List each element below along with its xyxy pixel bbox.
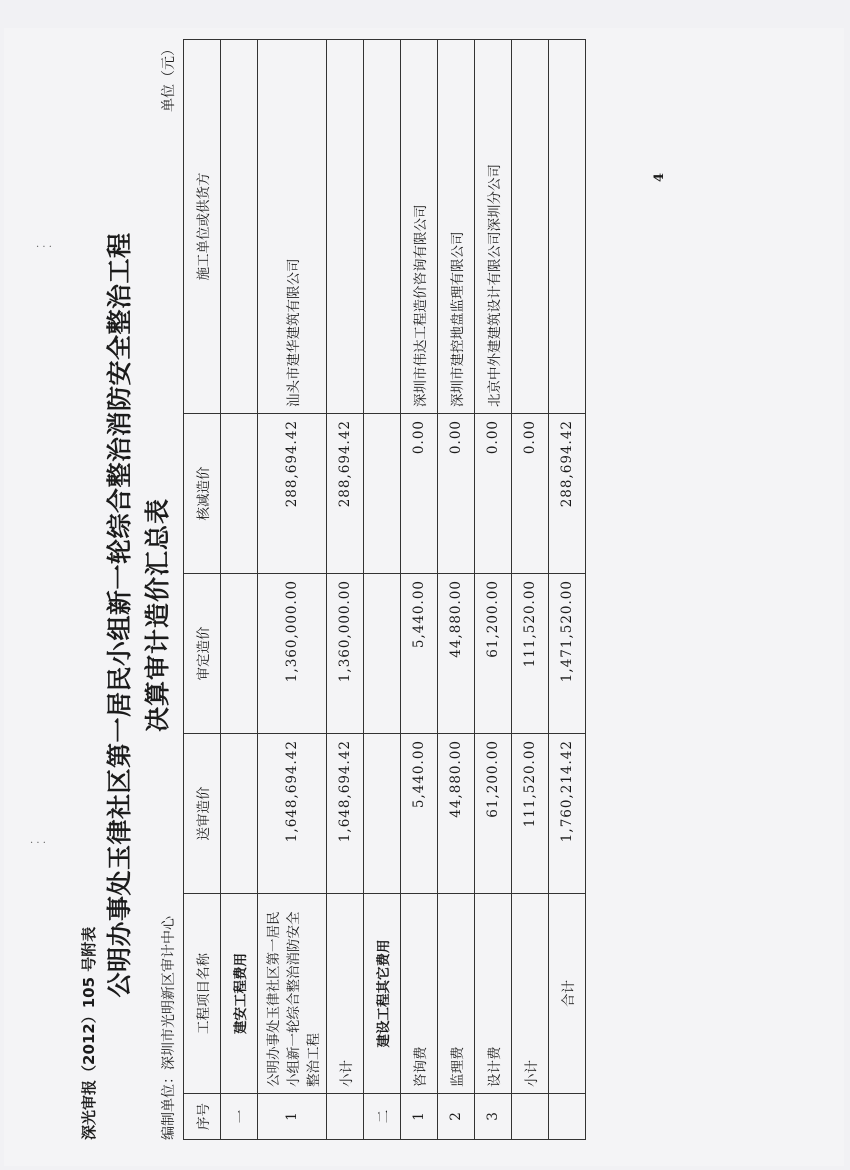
row-name: 监理费: [438, 894, 475, 1094]
table-row-subtotal: [327, 40, 364, 1140]
row-approved: 5,440.00: [401, 574, 438, 734]
row-submitted: 1,648,694.42: [258, 734, 327, 894]
row-contractor: [512, 40, 549, 414]
cost-summary-table: [183, 39, 586, 1140]
row-no: 1: [258, 1094, 327, 1140]
row-no: [512, 1094, 549, 1140]
row-no: 2: [438, 1094, 475, 1140]
col-header-reduced: 核减造价: [184, 414, 221, 574]
row-name: 公明办事处玉律社区第一居民小组新一轮综合整治消防安全整治工程: [258, 894, 327, 1094]
scan-speck: · · ·: [36, 242, 52, 253]
compiling-unit: 编制单位：深圳市光明新区审计中心: [161, 916, 177, 1140]
row-reduced: 0.00: [512, 414, 549, 574]
row-approved: [221, 574, 258, 734]
table-row-design: [475, 40, 512, 1140]
row-contractor: [221, 40, 258, 414]
row-submitted: 44,880.00: [438, 734, 475, 894]
row-no: [549, 1094, 586, 1140]
row-no: 3: [475, 1094, 512, 1140]
row-name: 建安工程费用: [221, 894, 258, 1094]
row-approved: [364, 574, 401, 734]
col-header-contractor: 施工单位或供货方: [184, 40, 221, 414]
rotated-document: [78, 40, 678, 1140]
row-approved: 1,360,000.00: [258, 574, 327, 734]
table-row-subtotal: [512, 40, 549, 1140]
row-reduced: 288,694.42: [327, 414, 364, 574]
document-title: 公明办事处玉律社区第一居民小组新一轮综合整治消防安全整治工程: [105, 232, 134, 998]
row-submitted: 5,440.00: [401, 734, 438, 894]
row-approved: 1,360,000.00: [327, 574, 364, 734]
row-no: 1: [401, 1094, 438, 1140]
row-approved: 1,471,520.00: [549, 574, 586, 734]
scan-speck: · · ·: [30, 838, 46, 849]
row-contractor: 汕头市建华建筑有限公司: [258, 40, 327, 414]
table-row-supervision: [438, 40, 475, 1140]
table-row-section2: [364, 40, 401, 1140]
row-contractor: 北京中外建建筑设计有限公司深圳分公司: [475, 40, 512, 414]
document-subtitle: 决算审计造价汇总表: [143, 498, 172, 733]
col-header-approved: 审定造价: [184, 574, 221, 734]
page-number: 4: [652, 172, 668, 183]
row-name: 合计: [549, 894, 586, 1094]
row-name: 小计: [327, 894, 364, 1094]
row-reduced: 0.00: [475, 414, 512, 574]
row-contractor: 深圳市建控地盘监理有限公司: [438, 40, 475, 414]
row-name: 小计: [512, 894, 549, 1094]
row-approved: 44,880.00: [438, 574, 475, 734]
row-name: 咨询费: [401, 894, 438, 1094]
row-reduced: [221, 414, 258, 574]
row-submitted: 111,520.00: [512, 734, 549, 894]
table-row-total: [549, 40, 586, 1140]
row-approved: 111,520.00: [512, 574, 549, 734]
row-contractor: [549, 40, 586, 414]
row-reduced: 0.00: [438, 414, 475, 574]
currency-unit: 单位（元）: [161, 42, 177, 112]
table-header-row: [184, 40, 221, 1140]
row-contractor: 深圳市伟达工程造价咨询有限公司: [401, 40, 438, 414]
row-submitted: [221, 734, 258, 894]
row-reduced: 288,694.42: [258, 414, 327, 574]
row-approved: 61,200.00: [475, 574, 512, 734]
row-contractor: [364, 40, 401, 414]
row-no: 二: [364, 1094, 401, 1140]
col-header-name: 工程项目名称: [184, 894, 221, 1094]
table-row-section1: [221, 40, 258, 1140]
row-submitted: 1,648,694.42: [327, 734, 364, 894]
row-submitted: 1,760,214.42: [549, 734, 586, 894]
col-header-submitted: 送审造价: [184, 734, 221, 894]
row-contractor: [327, 40, 364, 414]
row-no: 一: [221, 1094, 258, 1140]
row-reduced: 288,694.42: [549, 414, 586, 574]
table-row-project: [258, 40, 327, 1140]
row-submitted: [364, 734, 401, 894]
table-row-consulting: [401, 40, 438, 1140]
document-ref-number: 深光审报（2012）105 号附表: [80, 926, 98, 1140]
row-no: [327, 1094, 364, 1140]
col-header-no: 序号: [184, 1094, 221, 1140]
row-name: 建设工程其它费用: [364, 894, 401, 1094]
row-name: 设计费: [475, 894, 512, 1094]
row-reduced: [364, 414, 401, 574]
row-reduced: 0.00: [401, 414, 438, 574]
row-submitted: 61,200.00: [475, 734, 512, 894]
